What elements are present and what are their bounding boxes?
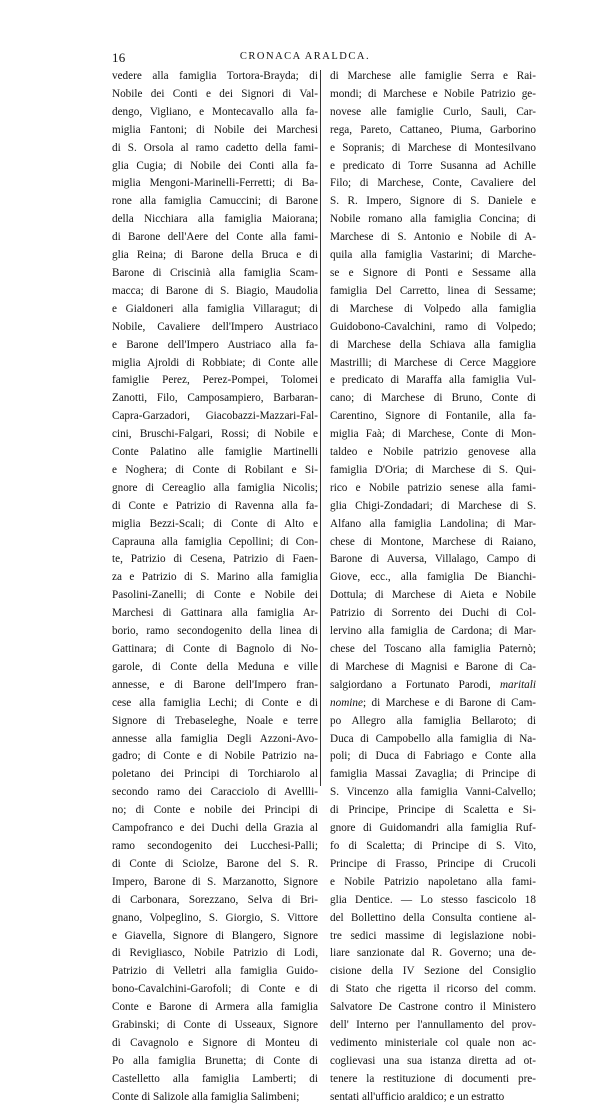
text-line: Castelletto alla famiglia Lamberti; di <box>112 1072 318 1085</box>
text-line: e Gialdoneri alla famiglia Villaragut; di <box>112 302 318 315</box>
text-line: Guidobono-Cavalchini, ramo di Volpedo; <box>330 320 536 333</box>
text-line: famiglie Perez, Perez-Pompei, Tolomei <box>112 374 318 387</box>
text-line: annesse alla famiglia Degli Azzoni-Avo- <box>112 732 318 745</box>
text-line: Mastrilli; di Marchese di Cerce Maggiore <box>330 356 536 369</box>
text-line: Carentino, Signore di Fontanile, alla fa- <box>330 410 536 423</box>
text-line: gadro; di Conte e di Nobile Patrizio na- <box>112 750 318 763</box>
text-line: dengo, Vigliano, e Montecavallo alla fa- <box>112 105 318 118</box>
text-line: miglia Mengoni-Marinelli-Ferretti; di Ba- <box>112 177 318 190</box>
text-line: Po alla famiglia Brunetta; di Conte di <box>112 1054 318 1067</box>
text-line: novese alle famiglie Curlo, Sauli, Car- <box>330 105 536 118</box>
text-line: annesse, e di Barone dell'Impero fran- <box>112 678 318 691</box>
text-line: di Cavagnolo e Signore di Monteu di <box>112 1036 318 1049</box>
text-line: Nobile romano alla famiglia Concina; di <box>330 213 536 226</box>
text-line: miglia Bezzi-Scali; di Conte di Alto e <box>112 517 318 530</box>
text-line: Zanotti, Filo, Camposampiero, Barbaran- <box>112 392 318 405</box>
text-line: di S. Orsola al ramo cadetto della fami- <box>112 141 318 154</box>
text-line: Alfano alla famiglia Landolina; di Mar- <box>330 517 536 530</box>
text-line: Filo; di Marchese, Conte, Cavaliere del <box>330 177 536 190</box>
text-line: glia Chigi-Zondadari; di Marchese di S. <box>330 499 536 512</box>
text-line: borio, ramo secondogenito della linea di <box>112 625 318 638</box>
text-line: di Marchese alle famiglie Serra e Rai- <box>330 70 536 82</box>
text-line: sentati all'ufficio araldico; e un estratto <box>330 1090 505 1103</box>
text-line: Barone di Criscinià alla famiglia Scam- <box>112 266 318 279</box>
text-line: della Nicchiara alla famiglia Maiorana; <box>112 213 318 226</box>
text-line: del Bollettino della Consulta contiene al- <box>330 911 536 924</box>
text-line: Dottula; di Marchese di Aieta e Nobile <box>330 589 536 602</box>
text-line: Campofranco e dei Duchi della Grazia al <box>112 822 318 835</box>
running-title: CRONACA ARALDCA. <box>239 51 371 62</box>
text-line: di Marchese di Volpedo alla famiglia <box>330 302 536 315</box>
text-line: miglia Faà; di Marchese, Conte di Mon- <box>330 428 536 441</box>
text-line: tenere la restituzione di documenti pre- <box>330 1072 536 1085</box>
text-line: Marchese di S. Antonio e Nobile di A- <box>330 231 536 244</box>
text-line: po Allegro alla famiglia Bellaroto; di <box>330 714 536 727</box>
text-line: Patrizio di Velletri alla famiglia Guido- <box>112 965 318 978</box>
text-line: gnore di Guidomandri alla famiglia Ruf- <box>330 822 536 835</box>
text-line: salgiordano a Fortunato Parodi, maritali <box>330 678 536 691</box>
text-line: dell' Interno per l'annullamento del prov- <box>330 1019 536 1032</box>
text-line: Capra-Garzadori, Giacobazzi-Mazzari-Fal- <box>112 410 318 423</box>
text-line: Conte Palatino alle famiglie Martinelli <box>112 446 318 459</box>
text-line: macca; di Barone di S. Biagio, Maudolia <box>112 284 318 297</box>
text-line: garole, di Conte della Meduna e ville <box>112 660 318 673</box>
text-line: Marchesi di Gattinara alla famiglia Ar- <box>112 607 318 620</box>
text-line: cini, Bruschi-Falgari, Rossi; di Nobile e <box>112 428 318 441</box>
text-line: cano; di Marchese di Bruno, Conte di <box>330 392 536 405</box>
text-line: miglia Fantoni; di Nobile dei Marchesi <box>112 123 318 136</box>
text-line: e Noghera; di Conte di Robilant e Si- <box>112 463 318 476</box>
text-line: quila alla famiglia Vastarini; di Marche- <box>330 249 536 262</box>
text-line: di Marchese di Magnisi e Barone di Ca- <box>330 660 536 673</box>
text-line: Duca di Campobello alla famiglia di Na- <box>330 732 536 745</box>
text-line: Impero, Barone di S. Marzanotto, Signore <box>112 875 318 888</box>
text-line: cese alla famiglia Lechi; di Conte e di <box>112 696 318 709</box>
text-line: e Barone dell'Impero Austriaco alla fa- <box>112 338 318 351</box>
text-line: poletano dei Principi di Torchiarolo al <box>112 768 318 781</box>
text-line: di Conte di Sciolze, Barone del S. R. <box>112 857 318 870</box>
text-line: vedere alla famiglia Tortora-Brayda; di <box>112 70 318 82</box>
text-line: Caprauna alla famiglia Cepollini; di Con- <box>112 535 318 548</box>
text-line: famiglia Del Carretto, linea di Sessame; <box>330 284 536 297</box>
text-line: di Barone dell'Aere del Conte alla fami- <box>112 231 318 244</box>
text-line: chese di Montone, Marchese di Raiano, <box>330 535 536 548</box>
text-line: glia Cugia; di Nobile dei Conti alla fa- <box>112 159 318 172</box>
text-line: di Marchese della Schiava alla famiglia <box>330 338 536 351</box>
page-header <box>112 50 498 68</box>
text-line: di Stato che rigetta il ricorso del comm. <box>330 983 536 996</box>
text-line: S. Vincenzo alla famiglia Vanni-Calvello; <box>330 786 536 799</box>
text-line: famiglia D'Oria; di Marchese di S. Qui- <box>330 463 536 476</box>
text-line: Pasolini-Zanelli; di Conte e Nobile dei <box>112 589 318 602</box>
column-divider <box>320 70 321 786</box>
text-line: chese del Toscano alla famiglia Paternò; <box>330 643 536 655</box>
text-line: rone alla famiglia Camuccini; di Barone <box>112 195 318 208</box>
text-line: mondi; di Marchese e Nobile Patrizio ge- <box>330 87 536 100</box>
text-line: miglia Ajroldi di Robbiate; di Conte alle <box>112 356 318 369</box>
text-line: nomine; di Marchese e di Barone di Cam- <box>330 696 536 709</box>
text-line: di Principe, Principe di Scaletta e Si- <box>330 804 536 817</box>
text-line: Nobile dei Conti e dei Signori di Val- <box>112 87 318 100</box>
text-line: Patrizio di Sorrento dei Duchi di Col- <box>330 607 536 620</box>
text-line: e predicato di Torre Susanna ad Achille <box>330 159 536 172</box>
text-line: di Conte e Patrizio di Ravenna alla fa- <box>112 499 318 512</box>
text-line: za e Patrizio di S. Marino alla famiglia <box>112 571 318 584</box>
text-line: secondo ramo dei Caracciolo di Avellli- <box>112 786 318 799</box>
text-line: vedimento ministeriale col quale non ac- <box>330 1036 536 1049</box>
text-line: Gattinara; di Conte di Bagnolo di No- <box>112 643 318 655</box>
text-line: Nobile, Cavaliere dell'Impero Austriaco <box>112 320 318 333</box>
text-line: glia Dentice. — Lo stesso fascicolo 18 <box>330 893 536 906</box>
text-line: fo di Scaletta; di Principe di S. Vito, <box>330 839 536 852</box>
text-line: cisione della IV Sezione del Consiglio <box>330 965 536 978</box>
text-line: e predicato di Maraffa alla famiglia Vul- <box>330 374 536 387</box>
text-line: gnano, Volpeglino, S. Giorgio, S. Vittore <box>112 911 318 924</box>
text-line: lervino alla famiglia de Cardona; di Mar- <box>330 625 536 638</box>
text-line: coglievasi una sua istanza diretta ad ot- <box>330 1054 536 1067</box>
text-line: rico e Nobile patrizio senese alla fami- <box>330 481 536 494</box>
text-line: se e Signore di Ponti e Sessame alla <box>330 266 536 279</box>
text-line: gnore di Cereaglio alla famiglia Nicolis; <box>112 481 318 494</box>
text-line: Signore di Trebaseleghe, Noale e terre <box>112 714 318 727</box>
text-line: famiglia Massai Zavaglia; di Principe di <box>330 768 536 781</box>
text-line: e Giavella, Signore di Blangero, Signore <box>112 929 318 942</box>
text-line: taldeo e Nobile patrizio genovese alla <box>330 446 536 459</box>
text-line: Barone di Auversa, Villalago, Campo di <box>330 553 536 566</box>
text-line: rega, Pareto, Cattaneo, Piuma, Garborino <box>330 123 536 136</box>
text-line: e Sopranis; di Marchese di Montesilvano <box>330 141 536 154</box>
text-line: te, Patrizio di Cesena, Patrizio di Faen- <box>112 553 318 566</box>
text-line: di Revigliasco, Nobile Patrizio di Lodi, <box>112 947 318 960</box>
text-line: tre sedici massime di legislazione nobi- <box>330 929 536 942</box>
text-line: di Carbonara, Sorezzano, Selva di Bri- <box>112 893 318 906</box>
text-line: ramo secondogenito dei Lucchesi-Palli; <box>112 839 318 852</box>
text-line: no; di Conte e nobile dei Principi di <box>112 804 318 817</box>
text-line: S. R. Impero, Signore di S. Daniele e <box>330 195 536 208</box>
text-line: Conte di Salizole alla famiglia Salimbeni; <box>112 1090 300 1103</box>
text-line: poli; di Duca di Fabriago e Conte alla <box>330 750 536 763</box>
text-line: e Nobile Patrizio napoletano alla fami- <box>330 875 536 888</box>
text-line: Giove, ecc., alla famiglia De Bianchi- <box>330 571 536 584</box>
text-line: bono-Cavalchini-Garofoli; di Conte e di <box>112 983 318 996</box>
text-line: Grabinski; di Conte di Usseaux, Signore <box>112 1019 318 1032</box>
left-text-column <box>112 68 318 1107</box>
right-text-column <box>330 68 536 1107</box>
text-line: Salvatore De Castrone contro il Ministero <box>330 1001 536 1014</box>
text-line: Principe di Frasso, Principe di Crucoli <box>330 857 536 870</box>
text-line: glia Reina; di Barone della Bruca e di <box>112 249 318 262</box>
text-line: liare sanzionate dal R. Governo; una de- <box>330 947 536 960</box>
page-number: 16 <box>112 50 126 65</box>
text-line: Conte e Barone di Armera alla famiglia <box>112 1001 318 1014</box>
